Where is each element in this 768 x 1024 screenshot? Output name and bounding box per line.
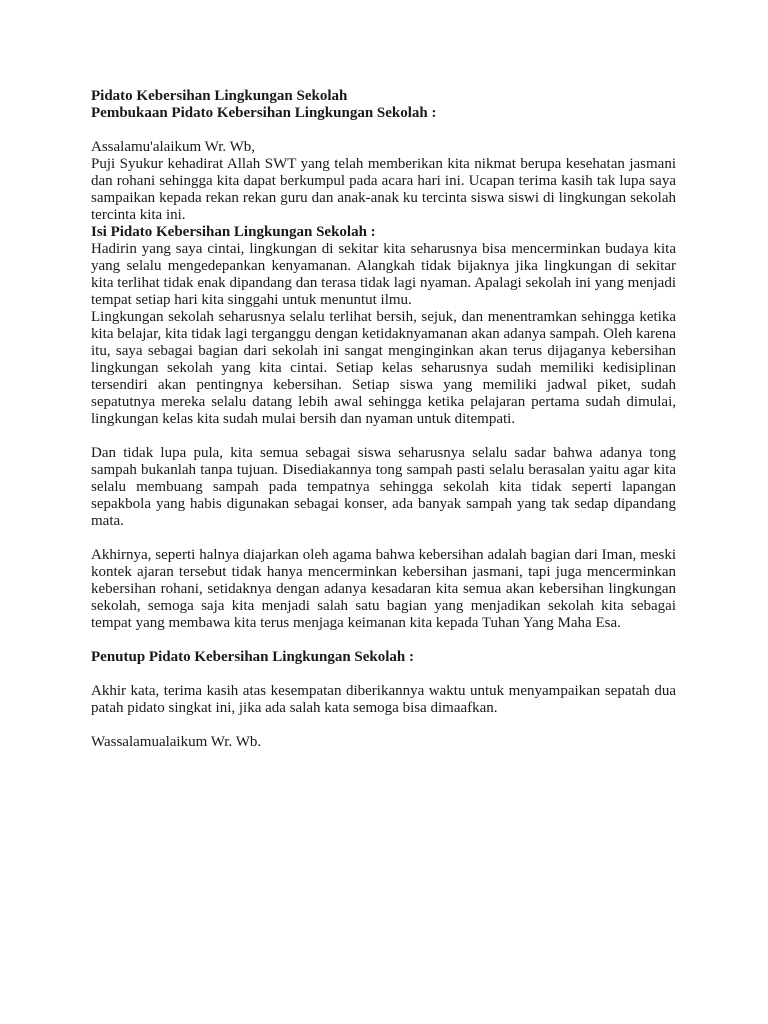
pembukaan-heading: Pembukaan Pidato Kebersihan Lingkungan Sekolah :	[91, 105, 437, 121]
isi-heading: Isi Pidato Kebersihan Lingkungan Sekolah :	[91, 224, 376, 240]
isi-paragraph-1: Hadirin yang saya cintai, lingkungan di sekitar kita seharusnya bisa mencerminkan budaya kita yang selalu mengedepankan kenyamanan. Alangkah tidak bijaknya jika lingkungan di sekitar kita terlihat tidak enak dipandang dan terasa tidak lagi nyaman. Apalagi sekolah ini yang menjadi tempat setiap hari kita singgahi untuk menuntut ilmu.	[91, 241, 676, 308]
penutup-heading: Penutup Pidato Kebersihan Lingkungan Sekolah :	[91, 649, 415, 665]
closing-paragraph: Akhir kata, terima kasih atas kesempatan diberikannya waktu untuk menyampaikan sepatah dua patah pidato singkat ini, jika ada salah kata semoga bisa dimaafkan.	[91, 683, 676, 716]
speech-title: Pidato Kebersihan Lingkungan Sekolah	[91, 88, 348, 104]
greeting-line: Assalamu'alaikum Wr. Wb,	[91, 139, 256, 155]
isi-paragraph-3: Dan tidak lupa pula, kita semua sebagai siswa seharusnya selalu sadar bahwa adanya tong sampah bukanlah tanpa tujuan. Disediakannya tong sampah pasti selalu berasalan yaitu agar kita selalu membuang sampah pada tempatnya sehingga sekolah kita tidak seperti lapangan sepakbola yang habis digunakan sebagai konser, ada banyak sampah yang tak sedap dipandang mata.	[91, 445, 676, 529]
isi-paragraph-2: Lingkungan sekolah seharusnya selalu terlihat bersih, sejuk, dan menentramkan sehingga ketika kita belajar, kita tidak lagi terganggu dengan ketidaknyamanan akan adanya sampah. Oleh karena itu, saya sebagai bagian dari sekolah ini sangat menginginkan akan terus dijaganya kebersihan lingkungan sekolah yang kita cintai. Setiap kelas seharusnya sudah memiliki kedisiplinan tersendiri akan pentingnya kebersihan. Setiap siswa yang memiliki jadwal piket, sudah sepatutnya mereka selalu datang lebih awal sehingga ketika pelajaran pertama sudah dimulai, lingkungan kelas kita sudah mulai bersih dan nyaman untuk ditempati.	[91, 309, 676, 427]
isi-paragraph-4: Akhirnya, seperti halnya diajarkan oleh agama bahwa kebersihan adalah bagian dari Iman, meski kontek ajaran tersebut tidak hanya mencerminkan kebersihan jasmani, tapi juga mencerminkan kebersihan rohani, setidaknya dengan adanya kesadaran kita semua akan kebersihan lingkungan sekolah, semoga saja kita menjadi salah satu bagian yang menjadikan sekolah kita sebagai tempat yang membawa kita terus menjaga keimanan kita kepada Tuhan Yang Maha Esa.	[91, 547, 676, 631]
closing-salutation: Wassalamualaikum Wr. Wb.	[91, 734, 262, 750]
opening-paragraph: Puji Syukur kehadirat Allah SWT yang telah memberikan kita nikmat berupa kesehatan jasmani dan rohani sehingga kita dapat berkumpul pada acara hari ini. Ucapan terima kasih tak lupa saya sampaikan kepada rekan rekan guru dan anak-anak ku tercinta siswa siswi di lingkungan sekolah tercinta kita ini.	[91, 156, 676, 223]
